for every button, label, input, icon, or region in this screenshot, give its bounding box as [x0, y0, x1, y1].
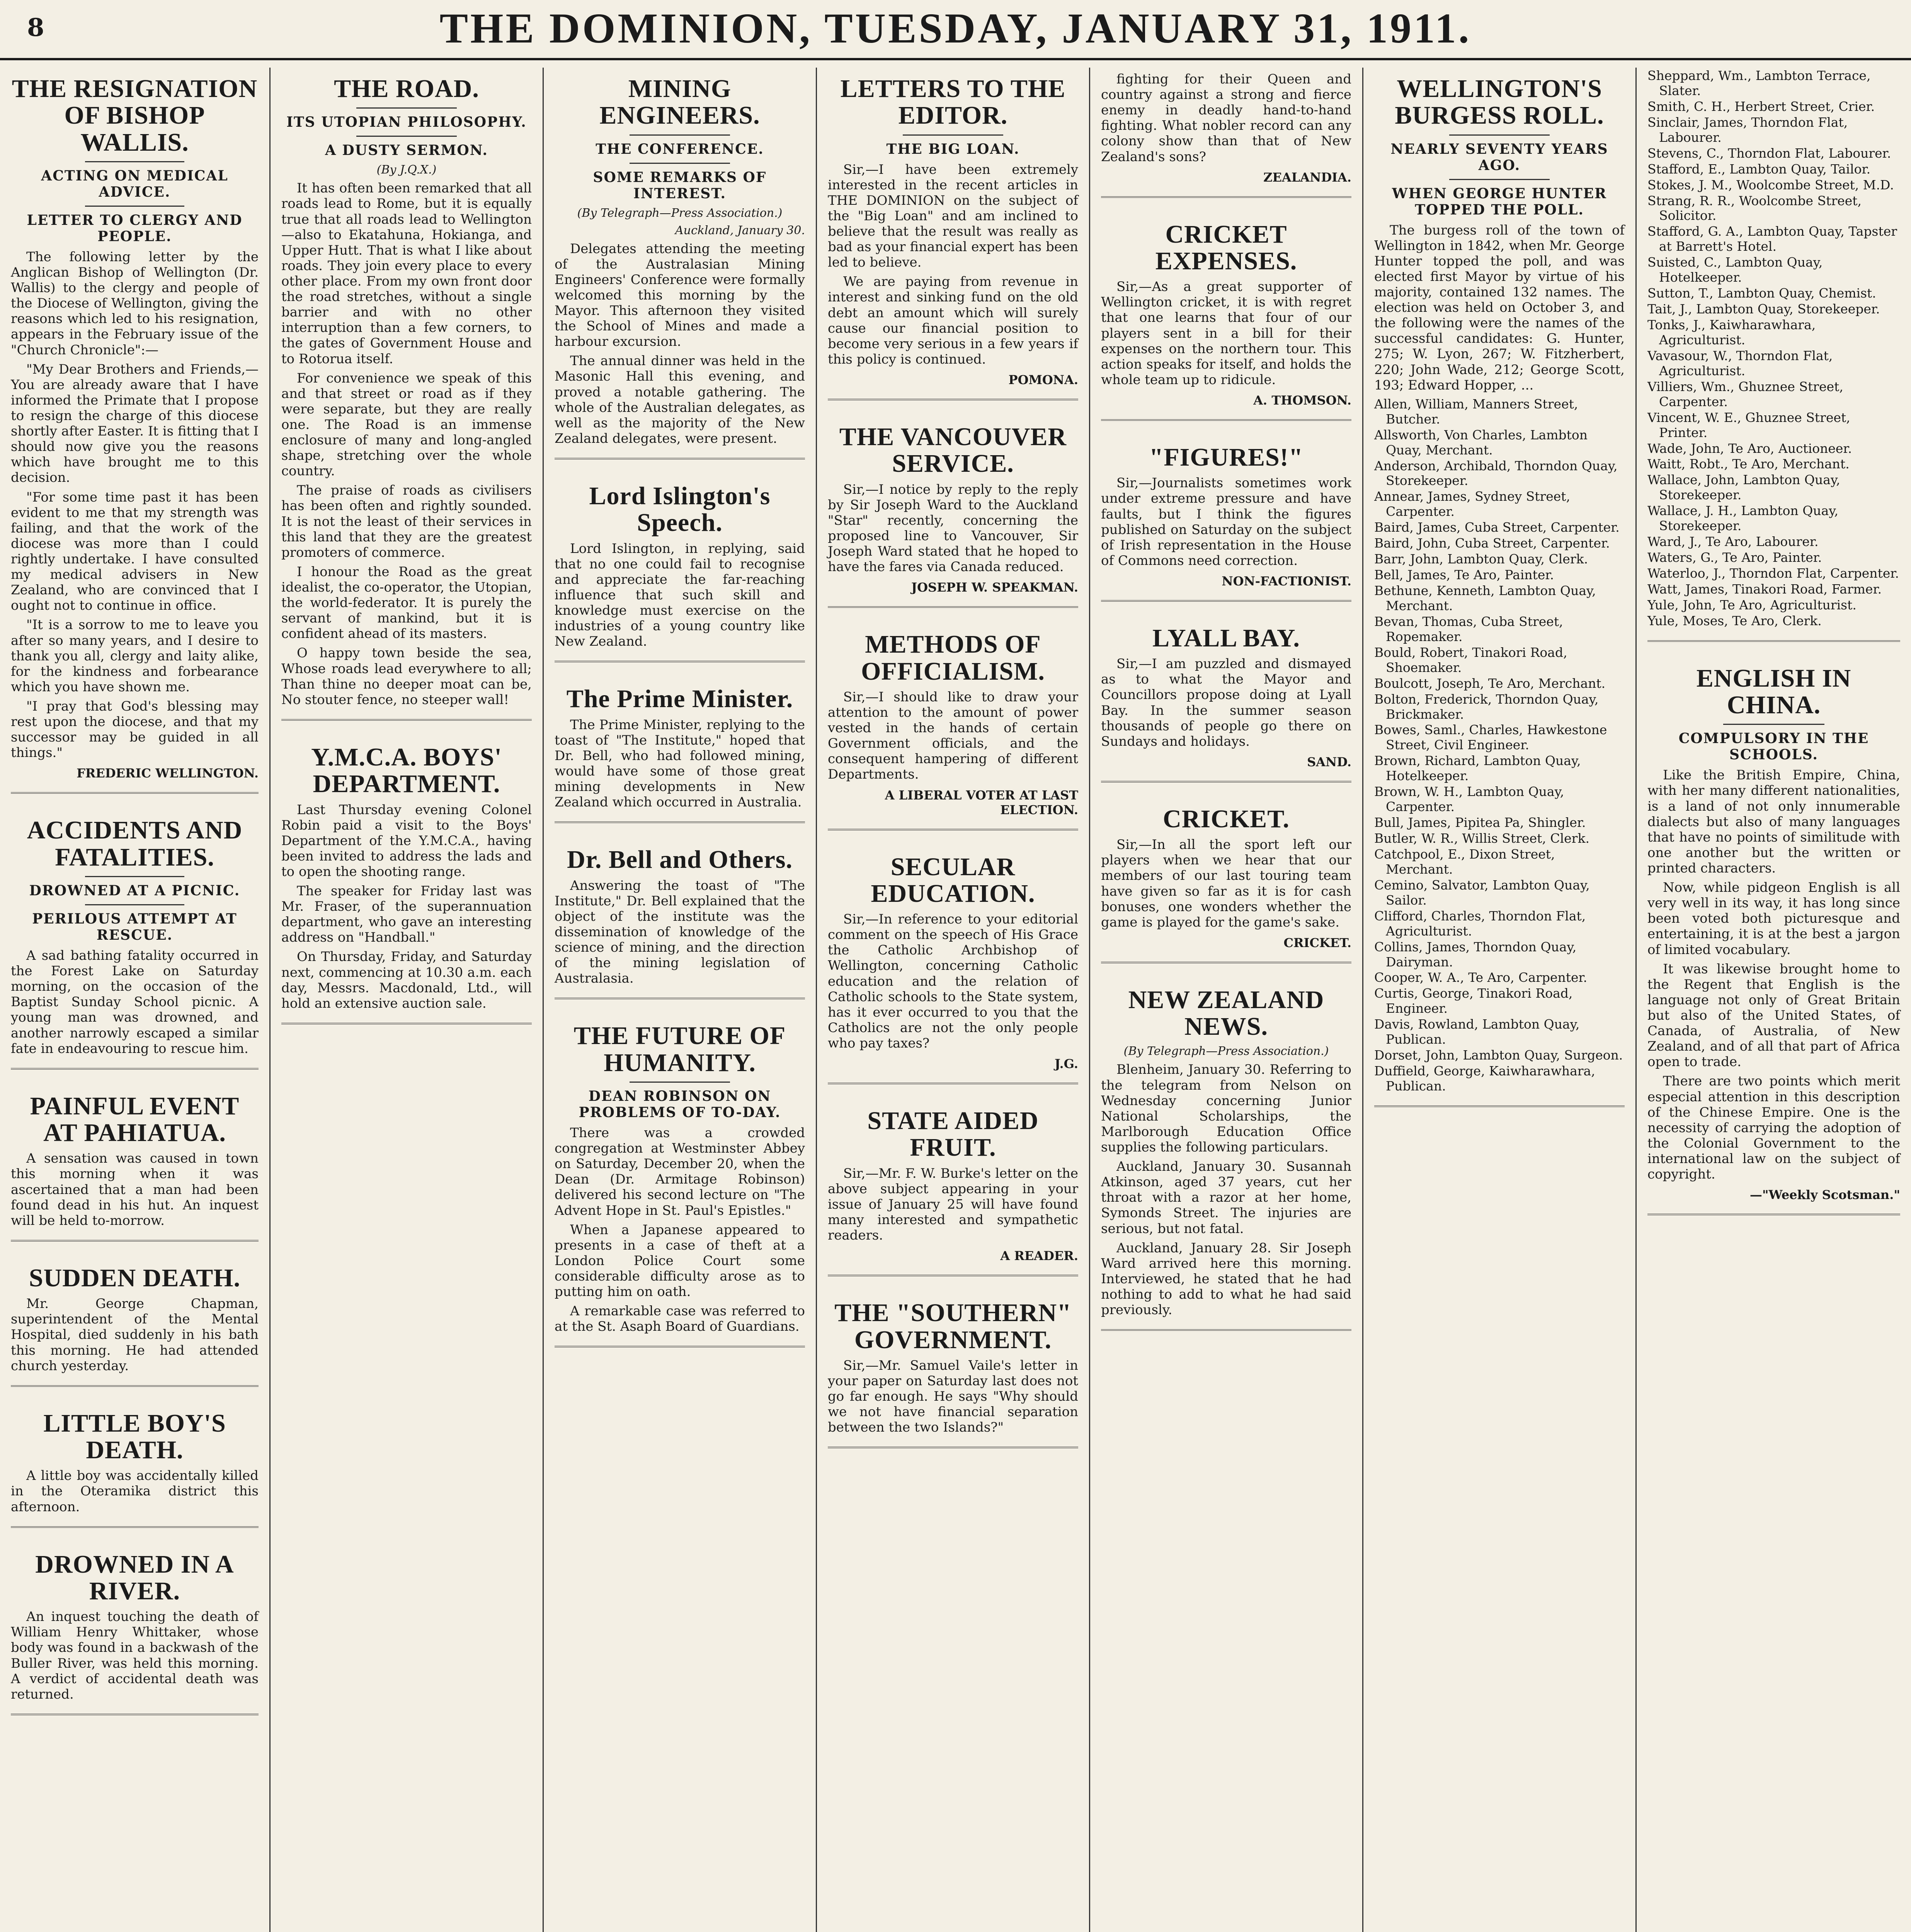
- article-paragraph: A remarkable case was referred to at the St. Asaph Board of Guardians.: [555, 1303, 805, 1335]
- roll-entry: Collins, James, Thorndon Quay, Dairyman.: [1374, 939, 1577, 969]
- article-headline: NEW ZEALAND NEWS.: [1128, 985, 1324, 1041]
- article-divider: [828, 1447, 1078, 1448]
- roll-entry: Wallace, J. H., Lambton Quay, Storekeeper.: [1647, 503, 1839, 534]
- roll-entry: Wallace, John, Lambton Quay, Storekeeper.: [1647, 472, 1840, 503]
- roll-entry: Allsworth, Von Charles, Lambton Quay, Merchant.: [1374, 427, 1588, 457]
- article: [828, 1107, 1078, 1276]
- article-divider: [281, 719, 532, 721]
- roll-entry: Villiers, Wm., Ghuznee Street, Carpenter.: [1647, 379, 1843, 409]
- article: [1101, 625, 1351, 782]
- article-paragraph: The Prime Minister, replying to the toast of "The Institute," hoped that Dr. Bell, who had followed mining, would have some of those great mining developments in New Zealand which occurred in Australia.: [555, 717, 805, 810]
- page-number: 8: [27, 13, 44, 42]
- article-headline: LYALL BAY.: [1152, 624, 1300, 652]
- roll-entry: Bolton, Frederick, Thorndon Quay, Brickmaker.: [1374, 691, 1599, 722]
- article: [1647, 665, 1900, 1215]
- roll-entry: Catchpool, E., Dixon Street, Merchant.: [1374, 846, 1555, 877]
- signature: A. THOMSON.: [1253, 393, 1351, 408]
- article-paragraph: Mr. George Chapman, superintendent of the Mental Hospital, died suddenly in his bath this morning. He had attended church yesterday.: [11, 1296, 259, 1374]
- article-divider: [1101, 781, 1351, 782]
- article-headline: STATE AIDED FRUIT.: [867, 1107, 1039, 1162]
- column-1: [0, 68, 271, 1932]
- article-headline: THE RESIGNATION OF BISHOP WALLIS.: [12, 75, 258, 156]
- roll-entry: Dorset, John, Lambton Quay, Surgeon.: [1374, 1048, 1623, 1063]
- column-4: [817, 68, 1090, 1932]
- article-divider: [11, 792, 259, 794]
- article-subheading: DROWNED AT A PICNIC.: [29, 882, 240, 899]
- rule-divider: [1723, 724, 1824, 725]
- article-divider: [1101, 962, 1351, 963]
- article-subheading: COMPULSORY IN THE SCHOOLS.: [1678, 730, 1869, 763]
- article-headline: THE ROAD.: [334, 75, 479, 103]
- roll-entry: Tait, J., Lambton Quay, Storekeeper.: [1647, 301, 1880, 317]
- signature: CRICKET.: [1283, 935, 1351, 950]
- roll-entry: Tonks, J., Kaiwharawhara, Agriculturist.: [1647, 317, 1816, 347]
- roll-entry: Clifford, Charles, Thorndon Flat, Agriculturist.: [1374, 908, 1586, 939]
- roll-entry: Barr, John, Lambton Quay, Clerk.: [1374, 551, 1588, 567]
- byline: (By Telegraph—Press Association.): [577, 206, 783, 220]
- roll-entry: Allen, William, Manners Street, Butcher.: [1374, 396, 1578, 427]
- roll-entry: Yule, John, Te Aro, Agriculturist.: [1647, 597, 1857, 612]
- article-paragraph: Like the British Empire, China, with her many different nationalities, is a land of not only innumerable dialects but also of many languages that have no points of similitude with one another but the written or printed characters.: [1647, 767, 1900, 876]
- article-subheading: ITS UTOPIAN PHILOSOPHY.: [286, 114, 527, 131]
- article: [555, 685, 805, 823]
- roll-entry: Wade, John, Te Aro, Auctioneer.: [1647, 440, 1852, 456]
- article: [1101, 221, 1351, 421]
- masthead: [0, 0, 1911, 60]
- article: [828, 75, 1078, 400]
- article: [555, 1022, 805, 1347]
- dateline: Auckland, January 30.: [675, 223, 805, 237]
- roll-entry: Bould, Robert, Tinakori Road, Shoemaker.: [1374, 645, 1567, 675]
- article-paragraph: A little boy was accidentally killed in the Oteramika district this afternoon.: [11, 1468, 259, 1515]
- roll-entry: Cemino, Salvator, Lambton Quay, Sailor.: [1374, 877, 1590, 908]
- column-5: [1090, 68, 1363, 1932]
- roll-entry: Suisted, C., Lambton Quay, Hotelkeeper.: [1647, 255, 1823, 285]
- article-paragraph: The praise of roads as civilisers has been often and rightly sounded. It is not the least of their services in this land that they are the greatest promoters of commerce.: [281, 483, 532, 560]
- article: [1101, 444, 1351, 602]
- article-paragraph: Sir,—Journalists sometimes work under extreme pressure and have faults, but I think the figures published on Saturday on the subject of Irish representation in the House of Commons need correction.: [1101, 475, 1351, 568]
- signature: A LIBERAL VOTER AT LAST ELECTION.: [885, 787, 1078, 817]
- rule-divider: [85, 161, 184, 162]
- column-7: [1637, 68, 1911, 1932]
- article-divider: [11, 1385, 259, 1387]
- article-divider: [1101, 419, 1351, 421]
- signature: JOSEPH W. SPEAKMAN.: [911, 580, 1078, 595]
- article-divider: [1374, 1105, 1625, 1107]
- article: [11, 1265, 259, 1387]
- article-paragraph: On Thursday, Friday, and Saturday next, commencing at 10.30 a.m. each day, Messrs. Macdonald, Ltd., will hold an extensive auction sale.: [281, 949, 532, 1011]
- article-paragraph: The burgess roll of the town of Wellington in 1842, when Mr. George Hunter topped the poll, and was elected first Mayor by virtue of his majority, contained 132 names. The election was held on October 3, and the following were the names of the successful candidates: G. Hunter, 275; W. Lyon, 267; W. Fitzherbert, 220; John Wade, 212; George Scott, 193; Edward Hopper, ...: [1374, 222, 1625, 393]
- roll-entry: Waters, G., Te Aro, Painter.: [1647, 550, 1822, 565]
- article: [828, 631, 1078, 830]
- rule-divider: [903, 134, 1003, 136]
- article-paragraph: Sir,—I have been extremely interested in the recent articles in THE DOMINION on the subject of the "Big Loan" and am inclined to believe that the result was really as bad as your financial expert has been led to believe.: [828, 162, 1078, 270]
- signature: ZEALANDIA.: [1263, 170, 1351, 185]
- article-paragraph: "For some time past it has been evident to me that my strength was failing, and that the work of the diocese was more than I could rightly undertake. I have consulted my medical advisers in New Zealand, who are convinced that I ought not to continue in office.: [11, 489, 259, 614]
- article-paragraph: A sensation was caused in town this morning when it was ascertained that a man had been found dead in his hut. An inquest will be held to-morrow.: [11, 1151, 259, 1228]
- signature: POMONA.: [1008, 372, 1078, 388]
- article-paragraph: The speaker for Friday last was Mr. Fraser, of the superannuation department, who gave an interesting address on "Handball.": [281, 883, 532, 946]
- roll-entry: Baird, James, Cuba Street, Carpenter.: [1374, 520, 1620, 535]
- article: [555, 75, 805, 459]
- article-headline: CRICKET EXPENSES.: [1155, 220, 1297, 275]
- article: [1101, 986, 1351, 1331]
- roll-entry: Bell, James, Te Aro, Painter.: [1374, 567, 1554, 583]
- article-paragraph: Now, while pidgeon English is all very well in its way, it has long since been voted both picturesque and entertaining, it is at the best a jargon of limited vocabulary.: [1647, 880, 1900, 957]
- article-paragraph: Blenheim, January 30. Referring to the telegram from Nelson on Wednesday concerning Junior National Scholarships, the Marlborough Education Office supplies the following particulars.: [1101, 1062, 1351, 1155]
- article-paragraph: Sir,—Mr. F. W. Burke's letter on the above subject appearing in your issue of January 25 will have found many interested and sympathetic readers.: [828, 1165, 1078, 1243]
- article: [1101, 806, 1351, 963]
- article-headline: CRICKET.: [1163, 804, 1290, 833]
- article-headline: "FIGURES!": [1149, 443, 1303, 472]
- newspaper-title: THE DOMINION, TUESDAY, JANUARY 31, 1911.: [439, 5, 1472, 52]
- article-headline: ENGLISH IN CHINA.: [1696, 664, 1851, 719]
- article-headline: DROWNED IN A RIVER.: [35, 1550, 234, 1605]
- roll-entry: Bull, James, Pipitea Pa, Shingler.: [1374, 815, 1586, 830]
- roll-entry: Annear, James, Sydney Street, Carpenter.: [1374, 489, 1571, 519]
- roll-entry: Davis, Rowland, Lambton Quay, Publican.: [1374, 1017, 1580, 1047]
- column-3: [544, 68, 817, 1932]
- byline: (By Telegraph—Press Association.): [1123, 1044, 1329, 1058]
- roll-entry: Sutton, T., Lambton Quay, Chemist.: [1647, 286, 1876, 301]
- article-paragraph: Auckland, January 28. Sir Joseph Ward arrived here this morning. Interviewed, he stated that he had nothing to add to what he had said previously.: [1101, 1240, 1351, 1318]
- article-subheading: THE CONFERENCE.: [596, 141, 764, 157]
- article-paragraph: Sir,—As a great supporter of Wellington cricket, it is with regret that one learns that four of our players sent in a bill for their expenses on the northern tour. This action speaks for itself, and holds the whole team up to ridicule.: [1101, 279, 1351, 388]
- article: [11, 1410, 259, 1528]
- rule-divider: [85, 904, 184, 905]
- article-subheading: PERILOUS ATTEMPT AT RESCUE.: [32, 910, 237, 943]
- article: [11, 1551, 259, 1715]
- article-paragraph: Sir,—Mr. Samuel Vaile's letter in your paper on Saturday last does not go far enough. He says "Why should we not have financial separation between the two Islands?": [828, 1357, 1078, 1435]
- roll-entry: Stafford, E., Lambton Quay, Tailor.: [1647, 161, 1871, 177]
- article-divider: [1647, 1214, 1900, 1215]
- article-divider: [11, 1068, 259, 1070]
- roll-entry: Duffield, George, Kaiwharawhara, Publican.: [1374, 1063, 1595, 1094]
- article-paragraph: Last Thursday evening Colonel Robin paid a visit to the Boys' Department of the Y.M.C.A., having been invited to address the lads and to open the shooting range.: [281, 802, 532, 879]
- article-headline: WELLINGTON'S BURGESS ROLL.: [1395, 75, 1604, 130]
- article-headline: LITTLE BOY'S DEATH.: [43, 1409, 226, 1464]
- article-paragraph: Lord Islington, in replying, said that no one could fail to recognise and appreciate the far-reaching influence that such skill and knowledge must exercise on the industries of a young country like New Zealand.: [555, 541, 805, 650]
- article-divider: [1101, 196, 1351, 198]
- roll-entry: Stokes, J. M., Woolcombe Street, M.D.: [1647, 177, 1894, 192]
- roll-entry: Butler, W. R., Willis Street, Clerk.: [1374, 831, 1589, 846]
- rule-divider: [1449, 134, 1549, 136]
- article-paragraph: An inquest touching the death of William Henry Whittaker, whose body was found in a backwash of the Buller River, was held this morning. A verdict of accidental death was returned.: [11, 1609, 259, 1702]
- article: [11, 1093, 259, 1242]
- rule-divider: [630, 1082, 730, 1083]
- article-paragraph: There was a crowded congregation at Westminster Abbey on Saturday, December 20, when the Dean (Dr. Armitage Robinson) delivered his second lecture on "The Advent Hope in St. Paul's Epistles.": [555, 1125, 805, 1218]
- article-paragraph: Sir,—I should like to draw your attention to the amount of power vested in the hands of certain Government officials, and the consequent hampering of different Departments.: [828, 689, 1078, 782]
- article-paragraph: Sir,—I am puzzled and dismayed as to what the Mayor and Councillors propose doing at Lyall Bay. In the summer season thousands of people go there on Sundays and holidays.: [1101, 656, 1351, 749]
- roll-entry: Anderson, Archibald, Thorndon Quay, Storekeeper.: [1374, 458, 1618, 488]
- article-headline: THE VANCOUVER SERVICE.: [839, 423, 1067, 478]
- article-divider: [555, 821, 805, 823]
- roll-entry: Stafford, G. A., Lambton Quay, Tapster at Barrett's Hotel.: [1647, 224, 1897, 254]
- roll-entry: Cooper, W. A., Te Aro, Carpenter.: [1374, 970, 1588, 985]
- roll-entry: Curtis, George, Tinakori Road, Engineer.: [1374, 986, 1573, 1016]
- signature: J.G.: [1054, 1056, 1078, 1071]
- article-paragraph: There are two points which merit especial attention in this description of the Chinese Empire. One is the necessity of carrying the adoption of the Colonial Government to the international law on the subject of copyright.: [1647, 1073, 1900, 1182]
- article-paragraph: I honour the Road as the great idealist, the co-operator, the Utopian, the world-federator. It is purely the servant of mankind, but it is confident ahead of its masters.: [281, 564, 532, 642]
- article-divider: [11, 1526, 259, 1528]
- article-headline: METHODS OF OFFICIALISM.: [861, 630, 1045, 685]
- article-headline: The Prime Minister.: [566, 685, 793, 713]
- article-subheading: DEAN ROBINSON ON PROBLEMS OF TO-DAY.: [579, 1088, 781, 1121]
- rule-divider: [85, 876, 184, 877]
- article-divider: [1101, 600, 1351, 602]
- article-paragraph: Auckland, January 30. Susannah Atkinson, aged 37 years, cut her throat with a razor at her home, Symonds Street. The injuries are serious, but not fatal.: [1101, 1159, 1351, 1236]
- rule-divider: [356, 107, 456, 109]
- article: [828, 423, 1078, 608]
- roll-entry: Waitt, Robt., Te Aro, Merchant.: [1647, 456, 1850, 472]
- article-paragraph: For convenience we speak of this and that street or road as if they were separate, but they are really one. The Road is an immense enclosure of many and long-angled shape, stretching over the whole country.: [281, 370, 532, 479]
- article-subheading: A DUSTY SERMON.: [325, 142, 488, 159]
- roll-entry: Smith, C. H., Herbert Street, Crier.: [1647, 99, 1875, 114]
- roll-entry: Waterloo, J., Thorndon Flat, Carpenter.: [1647, 566, 1899, 581]
- article-divider: [1647, 640, 1900, 642]
- article: [828, 854, 1078, 1085]
- signature: SAND.: [1307, 754, 1351, 769]
- article-headline: THE "SOUTHERN" GOVERNMENT.: [834, 1299, 1072, 1354]
- article-divider: [1101, 1329, 1351, 1331]
- article-divider: [11, 1240, 259, 1242]
- column-2: [271, 68, 544, 1932]
- article-divider: [828, 829, 1078, 830]
- roll-entry: Watt, James, Tinakori Road, Farmer.: [1647, 581, 1882, 597]
- article-headline: Dr. Bell and Others.: [567, 845, 793, 874]
- article: [1647, 68, 1900, 642]
- roll-entry: Sheppard, Wm., Lambton Terrace, Slater.: [1647, 68, 1871, 98]
- article: [828, 1299, 1078, 1448]
- article-paragraph: "I pray that God's blessing may rest upon the diocese, and that my successor may be guided in all things.": [11, 698, 259, 761]
- article-divider: [281, 1023, 532, 1024]
- article-headline: LETTERS TO THE EDITOR.: [840, 75, 1066, 130]
- article-divider: [828, 1275, 1078, 1276]
- article: [1101, 71, 1351, 198]
- roll-entry: Stevens, C., Thorndon Flat, Labourer.: [1647, 145, 1891, 161]
- article-divider: [828, 399, 1078, 400]
- article-paragraph: "It is a sorrow to me to leave you after so many years, and I desire to thank you all, clergy and laity alike, for the kindness and forbearance which you have shown me.: [11, 617, 259, 695]
- article: [555, 483, 805, 662]
- article-subheading: THE BIG LOAN.: [886, 141, 1020, 157]
- article-divider: [555, 1346, 805, 1347]
- article-paragraph: O happy town beside the sea, Whose roads lead everywhere to all; Than thine no deeper moat can be, No stouter fence, no steeper wall!: [281, 645, 532, 707]
- rule-divider: [630, 163, 730, 164]
- article-divider: [555, 998, 805, 999]
- article-paragraph: "My Dear Brothers and Friends,—You are already aware that I have informed the Primate that I propose to resign the charge of this diocese shortly after Easter. It is fitting that I should now give you the reasons which have brought me to this decision.: [11, 361, 259, 486]
- article-headline: PAINFUL EVENT AT PAHIATUA.: [30, 1092, 240, 1147]
- article-subheading: WHEN GEORGE HUNTER TOPPED THE POLL.: [1392, 185, 1607, 218]
- article: [11, 75, 259, 794]
- roll-entry: Bevan, Thomas, Cuba Street, Ropemaker.: [1374, 614, 1563, 644]
- article-paragraph: Answering the toast of "The Institute," Dr. Bell explained that the object of the institute was the dissemination of knowledge of the science of mining, and the direction of the mining legislation of Australasia.: [555, 878, 805, 986]
- article-paragraph: It was likewise brought home to the Regent that English is the language not only of Great Britain but also of the United States, of Canada, of Australia, of New Zealand, and of all that part of Africa open to trade.: [1647, 961, 1900, 1070]
- article-subheading: ACTING ON MEDICAL ADVICE.: [41, 167, 228, 200]
- article-divider: [555, 458, 805, 459]
- signature: —"Weekly Scotsman.": [1749, 1187, 1900, 1202]
- article-divider: [828, 1083, 1078, 1084]
- roll-entry: Sinclair, James, Thorndon Flat, Labourer.: [1647, 114, 1848, 145]
- article: [555, 846, 805, 999]
- article-headline: SUDDEN DEATH.: [29, 1264, 241, 1292]
- article: [11, 817, 259, 1069]
- article-paragraph: Sir,—In all the sport left our players when we hear that our members of our last touring team have given so far as it is for cash bonuses, one wonders whether the game is played for the game's sake.: [1101, 837, 1351, 930]
- article-subheading: NEARLY SEVENTY YEARS AGO.: [1390, 141, 1608, 173]
- rule-divider: [85, 206, 184, 207]
- roll-entry: Bowes, Saml., Charles, Hawkestone Street, Civil Engineer.: [1374, 722, 1607, 753]
- roll-entry: Vincent, W. E., Ghuznee Street, Printer.: [1647, 410, 1850, 440]
- article-headline: ACCIDENTS AND FATALITIES.: [27, 816, 243, 871]
- article-divider: [828, 606, 1078, 608]
- article-paragraph: It has often been remarked that all roads lead to Rome, but it is equally true that all roads lead to Wellington—also to Ekatahuna, Hokianga, and Upper Hutt. That is what I like about roads. They join every place to every other place. From my own front door the road stretches, without a single barrier and with no other interruption than a few corners, to the gates of Government House and to Rotorua itself.: [281, 180, 532, 367]
- article-paragraph: Delegates attending the meeting of the Australasian Mining Engineers' Conference were formally welcomed this morning by the Mayor. This afternoon they visited the School of Mines and made a harbour excursion.: [555, 241, 805, 350]
- rule-divider: [1449, 179, 1549, 180]
- article-subheading: SOME REMARKS OF INTEREST.: [593, 169, 767, 202]
- roll-entry: Brown, Richard, Lambton Quay, Hotelkeeper.: [1374, 753, 1581, 784]
- article: [281, 744, 532, 1024]
- article-headline: Lord Islington's Speech.: [589, 482, 771, 537]
- article-divider: [11, 1714, 259, 1715]
- article-paragraph: When a Japanese appeared to presents in a case of theft at a London Police Court some considerable difficulty arose as to putting him on oath.: [555, 1222, 805, 1300]
- article-headline: SECULAR EDUCATION.: [871, 852, 1035, 908]
- article: [1374, 75, 1625, 1107]
- roll-entry: Ward, J., Te Aro, Labourer.: [1647, 534, 1819, 549]
- roll-entry: Bethune, Kenneth, Lambton Quay, Merchant.: [1374, 583, 1596, 613]
- article-paragraph: fighting for their Queen and country against a strong and fierce enemy in deadly hand-to-hand fighting. What nobler record can any colony show than that of New Zealand's sons?: [1101, 71, 1351, 165]
- column-6: [1363, 68, 1637, 1932]
- signature: A READER.: [1000, 1248, 1078, 1264]
- signature: NON-FACTIONIST.: [1222, 573, 1351, 588]
- article-paragraph: The annual dinner was held in the Masonic Hall this evening, and proved a notable gathering. The whole of the Australian delegates, as well as the majority of the New Zealand delegates, were present.: [555, 353, 805, 446]
- article-divider: [555, 661, 805, 662]
- article-headline: Y.M.C.A. BOYS' DEPARTMENT.: [311, 743, 502, 798]
- roll-entry: Vavasour, W., Thorndon Flat, Agriculturist.: [1647, 348, 1833, 378]
- article-headline: THE FUTURE OF HUMANITY.: [573, 1022, 786, 1077]
- roll-entry: Brown, W. H., Lambton Quay, Carpenter.: [1374, 784, 1564, 815]
- article-headline: MINING ENGINEERS.: [599, 75, 760, 130]
- article-paragraph: The following letter by the Anglican Bishop of Wellington (Dr. Wallis) to the clergy and people of the Diocese of Wellington, giving the reasons which led to his resignation, appears in the February issue of the "Church Chronicle":—: [11, 249, 259, 358]
- roll-entry: Strang, R. R., Woolcombe Street, Solicitor.: [1647, 193, 1862, 223]
- roll-entry: Boulcott, Joseph, Te Aro, Merchant.: [1374, 675, 1606, 691]
- byline: (By J.Q.X.): [376, 163, 437, 177]
- roll-entry: Baird, John, Cuba Street, Carpenter.: [1374, 536, 1610, 551]
- article-subheading: LETTER TO CLERGY AND PEOPLE.: [27, 212, 243, 245]
- article-paragraph: Sir,—I notice by reply to the reply by Sir Joseph Ward to the Auckland "Star" recently, concerning the proposed line to Vancouver, Sir Joseph Ward stated that he hoped to have the fares via Canada reduced.: [828, 481, 1078, 575]
- signature: FREDERIC WELLINGTON.: [77, 766, 259, 781]
- article-paragraph: A sad bathing fatality occurred in the Forest Lake on Saturday morning, on the occasion of the Baptist Sunday School picnic. A young man was drowned, and another narrowly escaped a similar fate in endeavouring to rescue him.: [11, 947, 259, 1056]
- rule-divider: [630, 134, 730, 136]
- article: [281, 75, 532, 721]
- rule-divider: [356, 136, 456, 137]
- roll-entry: Yule, Moses, Te Aro, Clerk.: [1647, 613, 1822, 628]
- article-paragraph: We are paying from revenue in interest and sinking fund on the old debt an amount which will surely cause our financial position to become very serious in a few years if this policy is continued.: [828, 274, 1078, 367]
- article-paragraph: Sir,—In reference to your editorial comment on the speech of His Grace the Catholic Archbishop of Wellington, concerning Catholic education and the relation of Catholic schools to the State system, has it ever occurred to you that the Catholics are not the only people who pay taxes?: [828, 912, 1078, 1051]
